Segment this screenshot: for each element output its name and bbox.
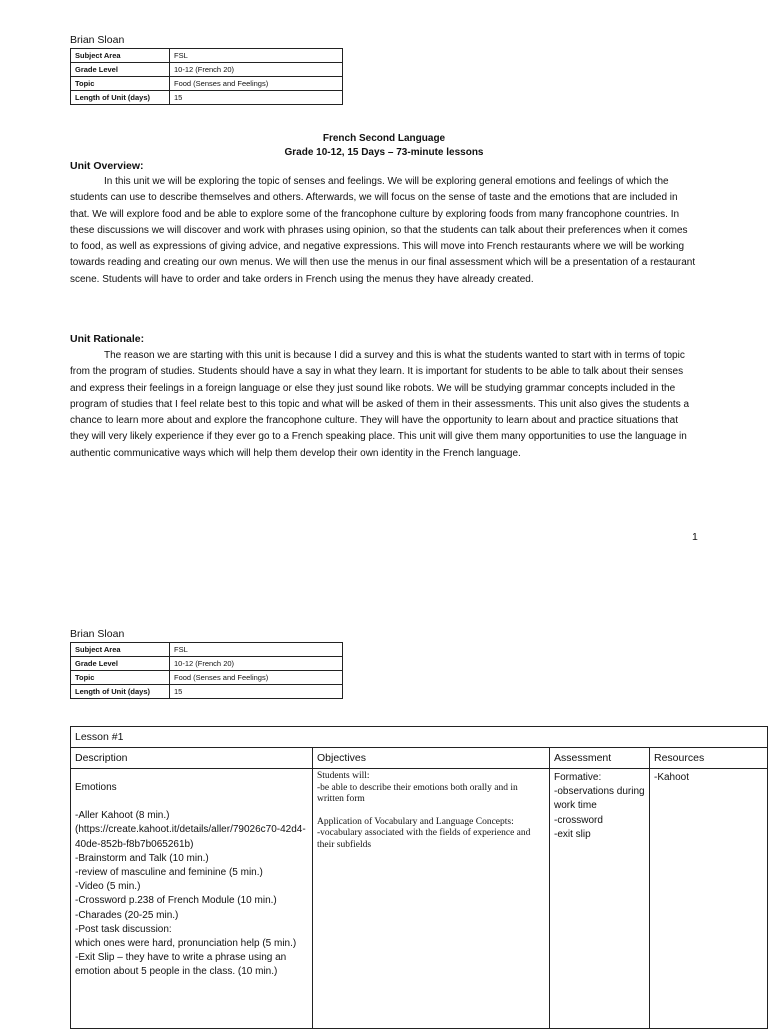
page-number: 1	[692, 531, 698, 543]
assessment-line: -crossword	[554, 814, 603, 826]
info-value: Food (Senses and Feelings)	[170, 671, 343, 685]
objective-line: -be able to describe their emotions both orally and in written form	[317, 782, 518, 804]
author-name: Brian Sloan	[70, 628, 125, 640]
objective-line: Application of Vocabulary and Language Concepts:	[317, 816, 514, 827]
description-title: Emotions	[75, 782, 117, 793]
assessment-cell	[550, 769, 650, 1029]
table-row	[71, 727, 768, 748]
info-label: Grade Level	[71, 657, 170, 671]
resources-cell	[650, 769, 768, 1029]
table-row	[71, 685, 343, 699]
unit-info-table	[70, 48, 343, 105]
table-row	[71, 643, 343, 657]
lesson-title: Lesson #1	[71, 727, 768, 748]
info-value: FSL	[170, 643, 343, 657]
table-row	[71, 748, 768, 769]
description-cell	[71, 769, 313, 1029]
table-row	[71, 63, 343, 77]
table-row	[71, 91, 343, 105]
info-label: Topic	[71, 671, 170, 685]
author-name: Brian Sloan	[70, 34, 125, 46]
info-value: Food (Senses and Feelings)	[170, 77, 343, 91]
rationale-heading: Unit Rationale:	[70, 333, 145, 345]
objectives-cell	[313, 769, 550, 1029]
doc-title: French Second Language	[322, 133, 446, 144]
overview-heading: Unit Overview:	[70, 160, 144, 172]
column-header-description: Description	[71, 748, 313, 769]
column-header-assessment: Assessment	[550, 748, 650, 769]
table-row	[71, 77, 343, 91]
description-item: -Charades (20-25 min.)	[75, 909, 179, 921]
column-header-objectives: Objectives	[313, 748, 550, 769]
description-item: -Crossword p.238 of French Module (10 min.)	[75, 895, 277, 907]
objective-line: -vocabulary associated with the fields of experience and their subfields	[317, 828, 531, 850]
overview-paragraph: In this unit we will be exploring the topic of senses and feelings. We will be exploring general emotions and feelings of which the students can use to describe themselves and others. Afterwards, we will focus on the sense of taste and the emotions that are included in that. We will explore food and be able to explore some of the francophone culture by exploring foods from many francophone countries. In these discussions we will discover and work with phrases using opinion, so that the students can talk about their preferences when it comes to food, as well as expressions of giving advice, and negative expressions. This will move into French restaurants where we will be working towards reading and creating our own menus. We will then use the menus in our final assessment which will be a presentation of a restaurant scene. Students will have to order and take orders in French using the menus they have already created.	[70, 176, 696, 285]
lesson-table	[70, 726, 768, 1029]
objective-line: Students will:	[317, 771, 370, 781]
info-value: 15	[170, 685, 343, 699]
description-item: -Video (5 min.)	[75, 881, 141, 893]
assessment-line: -exit slip	[554, 828, 591, 840]
info-value: 15	[170, 91, 343, 105]
description-item: -Exit Slip – they have to write a phrase using an emotion about 5 people in the class. (10 min.)	[75, 952, 287, 978]
assessment-line: Formative:	[554, 772, 602, 783]
info-label: Length of Unit (days)	[71, 91, 170, 105]
assessment-line: -observations during work time	[554, 786, 645, 812]
rationale-paragraph: The reason we are starting with this unit is because I did a survey and this is what the students wanted to start with in terms of topic from the program of studies. Students should have a say in what they learn. It is important for students to be able to talk about their senses and express their feelings in a foreign language or else they just sound like robots. We will be studying grammar concepts included in the program of studies that I feel relate best to this topic and what will be asked of them in their assessments. This unit also gives the students a chance to learn more about and explore the francophone culture. They will have the opportunity to learn about and practice situations that they will very likely experience if they ever go to a French speaking place. This unit will give them many opportunities to use the language in authentic communicative ways which will help them develop their own identity in the French language.	[70, 350, 690, 459]
table-row	[71, 769, 768, 1029]
info-value: FSL	[170, 49, 343, 63]
resource-line: -Kahoot	[654, 772, 690, 783]
info-label: Subject Area	[71, 49, 170, 63]
description-item: -Brainstorm and Talk (10 min.)	[75, 852, 209, 864]
info-label: Length of Unit (days)	[71, 685, 170, 699]
table-row	[71, 657, 343, 671]
info-value: 10-12 (French 20)	[170, 657, 343, 671]
description-item: -Aller Kahoot (8 min.) (https://create.kahoot.it/details/aller/79026c70-42d4-40de-852b-f8b7b065261b)	[75, 810, 306, 850]
description-item: which ones were hard, pronunciation help (5 min.)	[75, 938, 297, 950]
info-label: Topic	[71, 77, 170, 91]
description-item: -review of masculine and feminine (5 min.)	[75, 867, 263, 879]
doc-subtitle: Grade 10-12, 15 Days – 73-minute lessons	[284, 147, 484, 158]
table-row	[71, 671, 343, 685]
table-row	[71, 49, 343, 63]
info-label: Grade Level	[71, 63, 170, 77]
column-header-resources: Resources	[650, 748, 768, 769]
info-label: Subject Area	[71, 643, 170, 657]
info-value: 10-12 (French 20)	[170, 63, 343, 77]
unit-info-table	[70, 642, 343, 699]
description-item: -Post task discussion:	[75, 923, 172, 935]
